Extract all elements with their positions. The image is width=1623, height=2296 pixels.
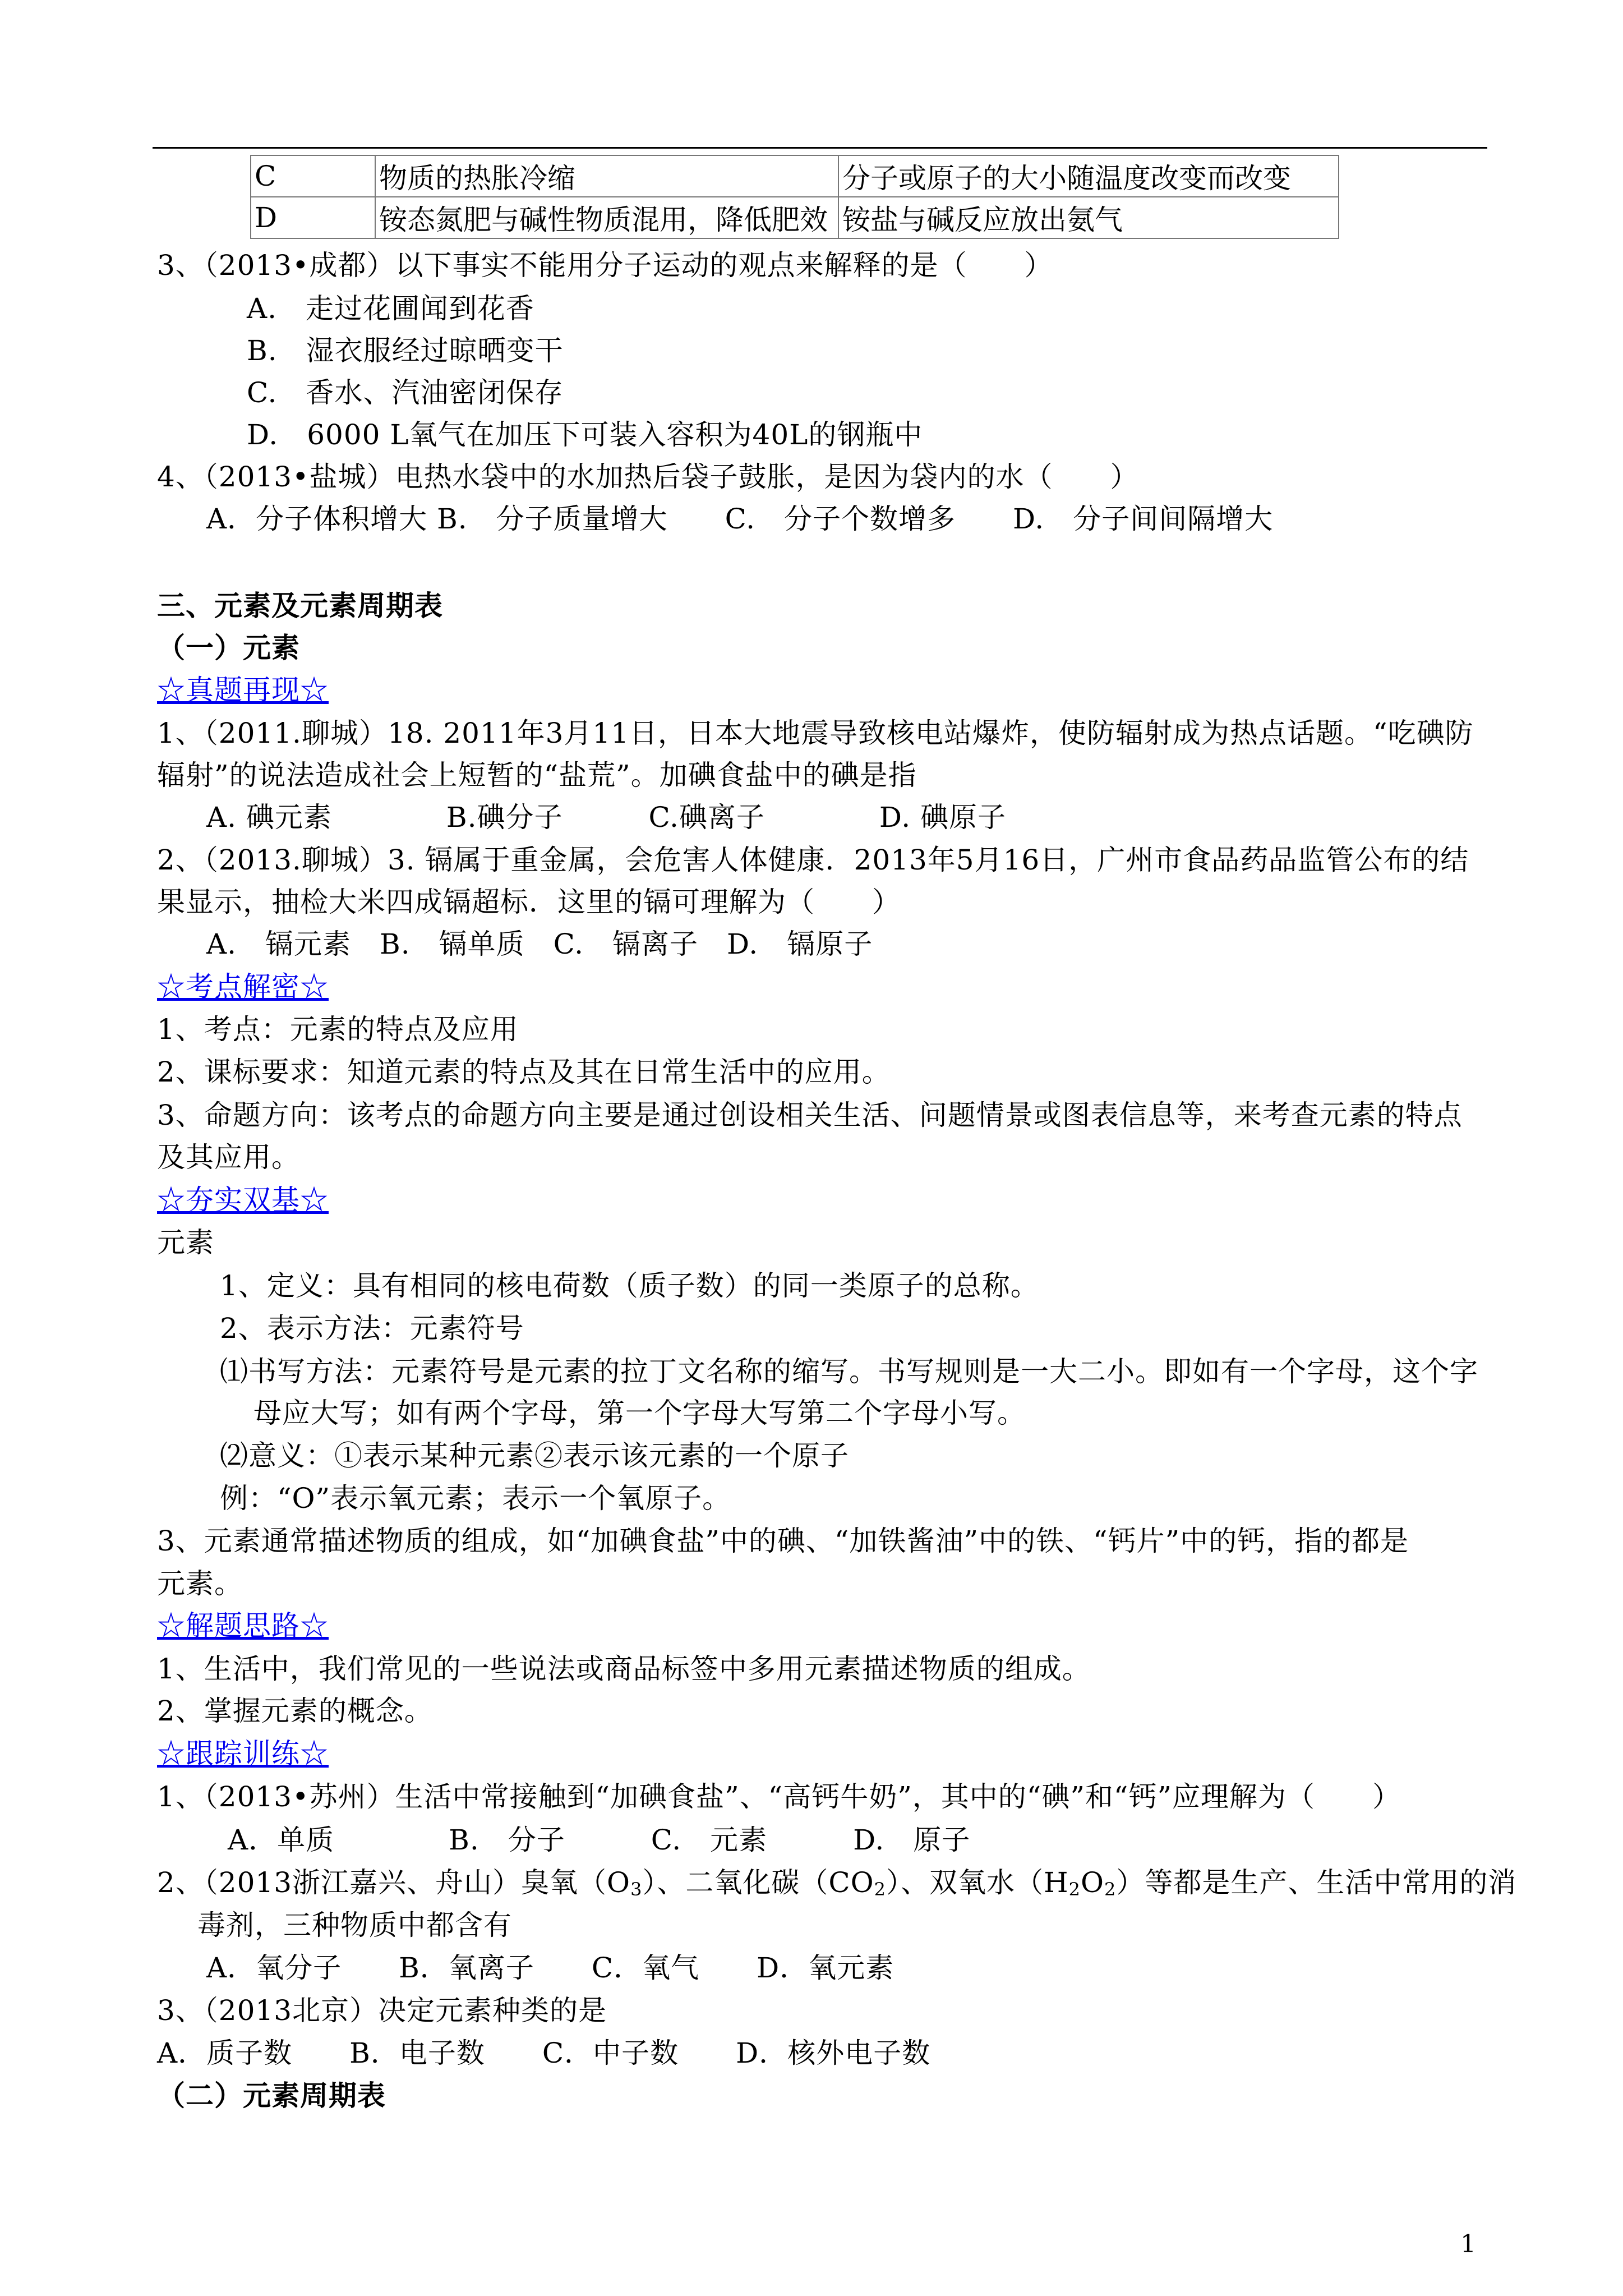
question-3-option-b: B. 湿衣服经过晾晒变干 bbox=[247, 334, 564, 367]
section-title: 三、元素及元素周期表 bbox=[157, 589, 443, 622]
practice-2-options: A．氧分子 B．氧离子 C．氧气 D．氧元素 bbox=[206, 1952, 895, 1984]
question-4-options: A．分子体积增大 B. 分子质量增大 C. 分子个数增多 D. 分子间间隔增大 bbox=[206, 503, 1274, 535]
practice-1-options: A．单质 B. 分子 C. 元素 D. 原子 bbox=[228, 1824, 971, 1856]
notation-line: 2、表示方法：元素符号 bbox=[220, 1312, 524, 1345]
table-cell-letter: D bbox=[251, 197, 375, 238]
practice-2-line-2: 毒剂，三种物质中都含有 bbox=[197, 1909, 512, 1941]
link-hangshi[interactable]: ☆夯实双基☆ bbox=[157, 1184, 329, 1216]
jieti-item: 1、生活中，我们常见的一些说法或商品标签中多用元素描述物质的组成。 bbox=[157, 1653, 1091, 1685]
practice-3-stem: 3、（2013北京）决定元素种类的是 bbox=[157, 1994, 607, 2027]
question-4-stem: 4、（2013•盐城）电热水袋中的水加热后袋子鼓胀，是因为袋内的水（ ） bbox=[157, 461, 1139, 493]
example-2-options: A. 镉元素 B. 镉单质 C. 镉离子 D. 镉原子 bbox=[206, 928, 873, 960]
practice-1-stem: 1、（2013•苏州）生活中常接触到“加碘食盐”、“高钙牛奶”，其中的“碘”和“钙”应理解为（ ） bbox=[157, 1780, 1401, 1813]
description-line-2: 元素。 bbox=[157, 1567, 243, 1600]
practice-3-options: A．质子数 B．电子数 C．中子数 D．核外电子数 bbox=[157, 2037, 931, 2069]
definition-line: 1、定义：具有相同的核电荷数（质子数）的同一类原子的总称。 bbox=[220, 1269, 1039, 1302]
example-line: 例：“O”表示氧元素；表示一个氧原子。 bbox=[220, 1482, 731, 1515]
page-number: 1 bbox=[1460, 2230, 1476, 2258]
table-row bbox=[251, 197, 1339, 238]
description-line-1: 3、元素通常描述物质的组成，如“加碘食盐”中的碘、“加铁酱油”中的铁、“钙片”中的钙，指的都是 bbox=[157, 1525, 1409, 1557]
example-2-line-2: 果显示，抽检大米四成镉超标．这里的镉可理解为（ ） bbox=[157, 886, 901, 918]
table-cell-phenomenon: 物质的热胀冷缩 bbox=[375, 155, 838, 197]
link-kaodian[interactable]: ☆考点解密☆ bbox=[157, 970, 329, 1003]
header-rule bbox=[153, 147, 1487, 149]
subsection-title-periodic-table: （二）元素周期表 bbox=[157, 2079, 386, 2112]
kaodian-item: 2、课标要求：知道元素的特点及其在日常生活中的应用。 bbox=[157, 1056, 891, 1088]
link-zhenti[interactable]: ☆真题再现☆ bbox=[157, 674, 329, 706]
kaodian-item: 及其应用。 bbox=[157, 1141, 300, 1174]
kaodian-item: 1、考点：元素的特点及应用 bbox=[157, 1013, 519, 1046]
writing-rule-line-1: ⑴书写方法：元素符号是元素的拉丁文名称的缩写。书写规则是一大二小。即如有一个字母，这个字 bbox=[220, 1355, 1478, 1388]
heading-element: 元素 bbox=[157, 1226, 214, 1259]
subsection-title-elements: （一）元素 bbox=[157, 631, 300, 664]
table-cell-explanation: 分子或原子的大小随温度改变而改变 bbox=[838, 155, 1339, 197]
example-1-options: A. 碘元素 B.碘分子 C.碘离子 D. 碘原子 bbox=[206, 801, 1006, 834]
question-3-stem: 3、（2013•成都）以下事实不能用分子运动的观点来解释的是（ ） bbox=[157, 249, 1053, 282]
question-3-option-c: C. 香水、汽油密闭保存 bbox=[247, 376, 564, 409]
example-2-line-1: 2、（2013.聊城）3. 镉属于重金属，会危害人体健康．2013年5月16日，广州市食品药品监管公布的结 bbox=[157, 844, 1469, 876]
question-3-option-a: A. 走过花圃闻到花香 bbox=[247, 292, 535, 325]
example-1-line-2: 辐射”的说法造成社会上短暂的“盐荒”。加碘食盐中的碘是指 bbox=[157, 759, 917, 792]
writing-rule-line-2: 母应大写；如有两个字母，第一个字母大写第二个字母小写。 bbox=[253, 1397, 1026, 1429]
jieti-item: 2、掌握元素的概念。 bbox=[157, 1695, 433, 1727]
question-3-option-d: D. 6000 L氧气在加压下可装入容积为40L的钢瓶中 bbox=[247, 418, 923, 451]
table-cell-phenomenon: 铵态氮肥与碱性物质混用，降低肥效 bbox=[375, 197, 838, 238]
table-row bbox=[251, 155, 1339, 197]
table-cell-letter: C bbox=[251, 155, 375, 197]
practice-2-stem: 2、（2013浙江嘉兴、舟山）臭氧$(O_3)$、二氧化碳$(CO_2)$、双氧水$(H_2O_2)$等都是生产、生活中常用的消 bbox=[157, 1866, 1517, 1900]
table-cell-explanation: 铵盐与碱反应放出氨气 bbox=[838, 197, 1339, 238]
link-genzong[interactable]: ☆跟踪训练☆ bbox=[157, 1737, 329, 1770]
example-1-line-1: 1、（2011.聊城）18. 2011年3月11日，日本大地震导致核电站爆炸，使防辐射成为热点话题。“吃碘防 bbox=[157, 717, 1474, 749]
comparison-table bbox=[250, 155, 1339, 239]
link-jieti[interactable]: ☆解题思路☆ bbox=[157, 1609, 329, 1642]
meaning-line: ⑵意义：①表示某种元素②表示该元素的一个原子 bbox=[220, 1439, 849, 1472]
kaodian-item: 3、命题方向：该考点的命题方向主要是通过创设相关生活、问题情景或图表信息等，来考查元素的特点 bbox=[157, 1099, 1463, 1131]
